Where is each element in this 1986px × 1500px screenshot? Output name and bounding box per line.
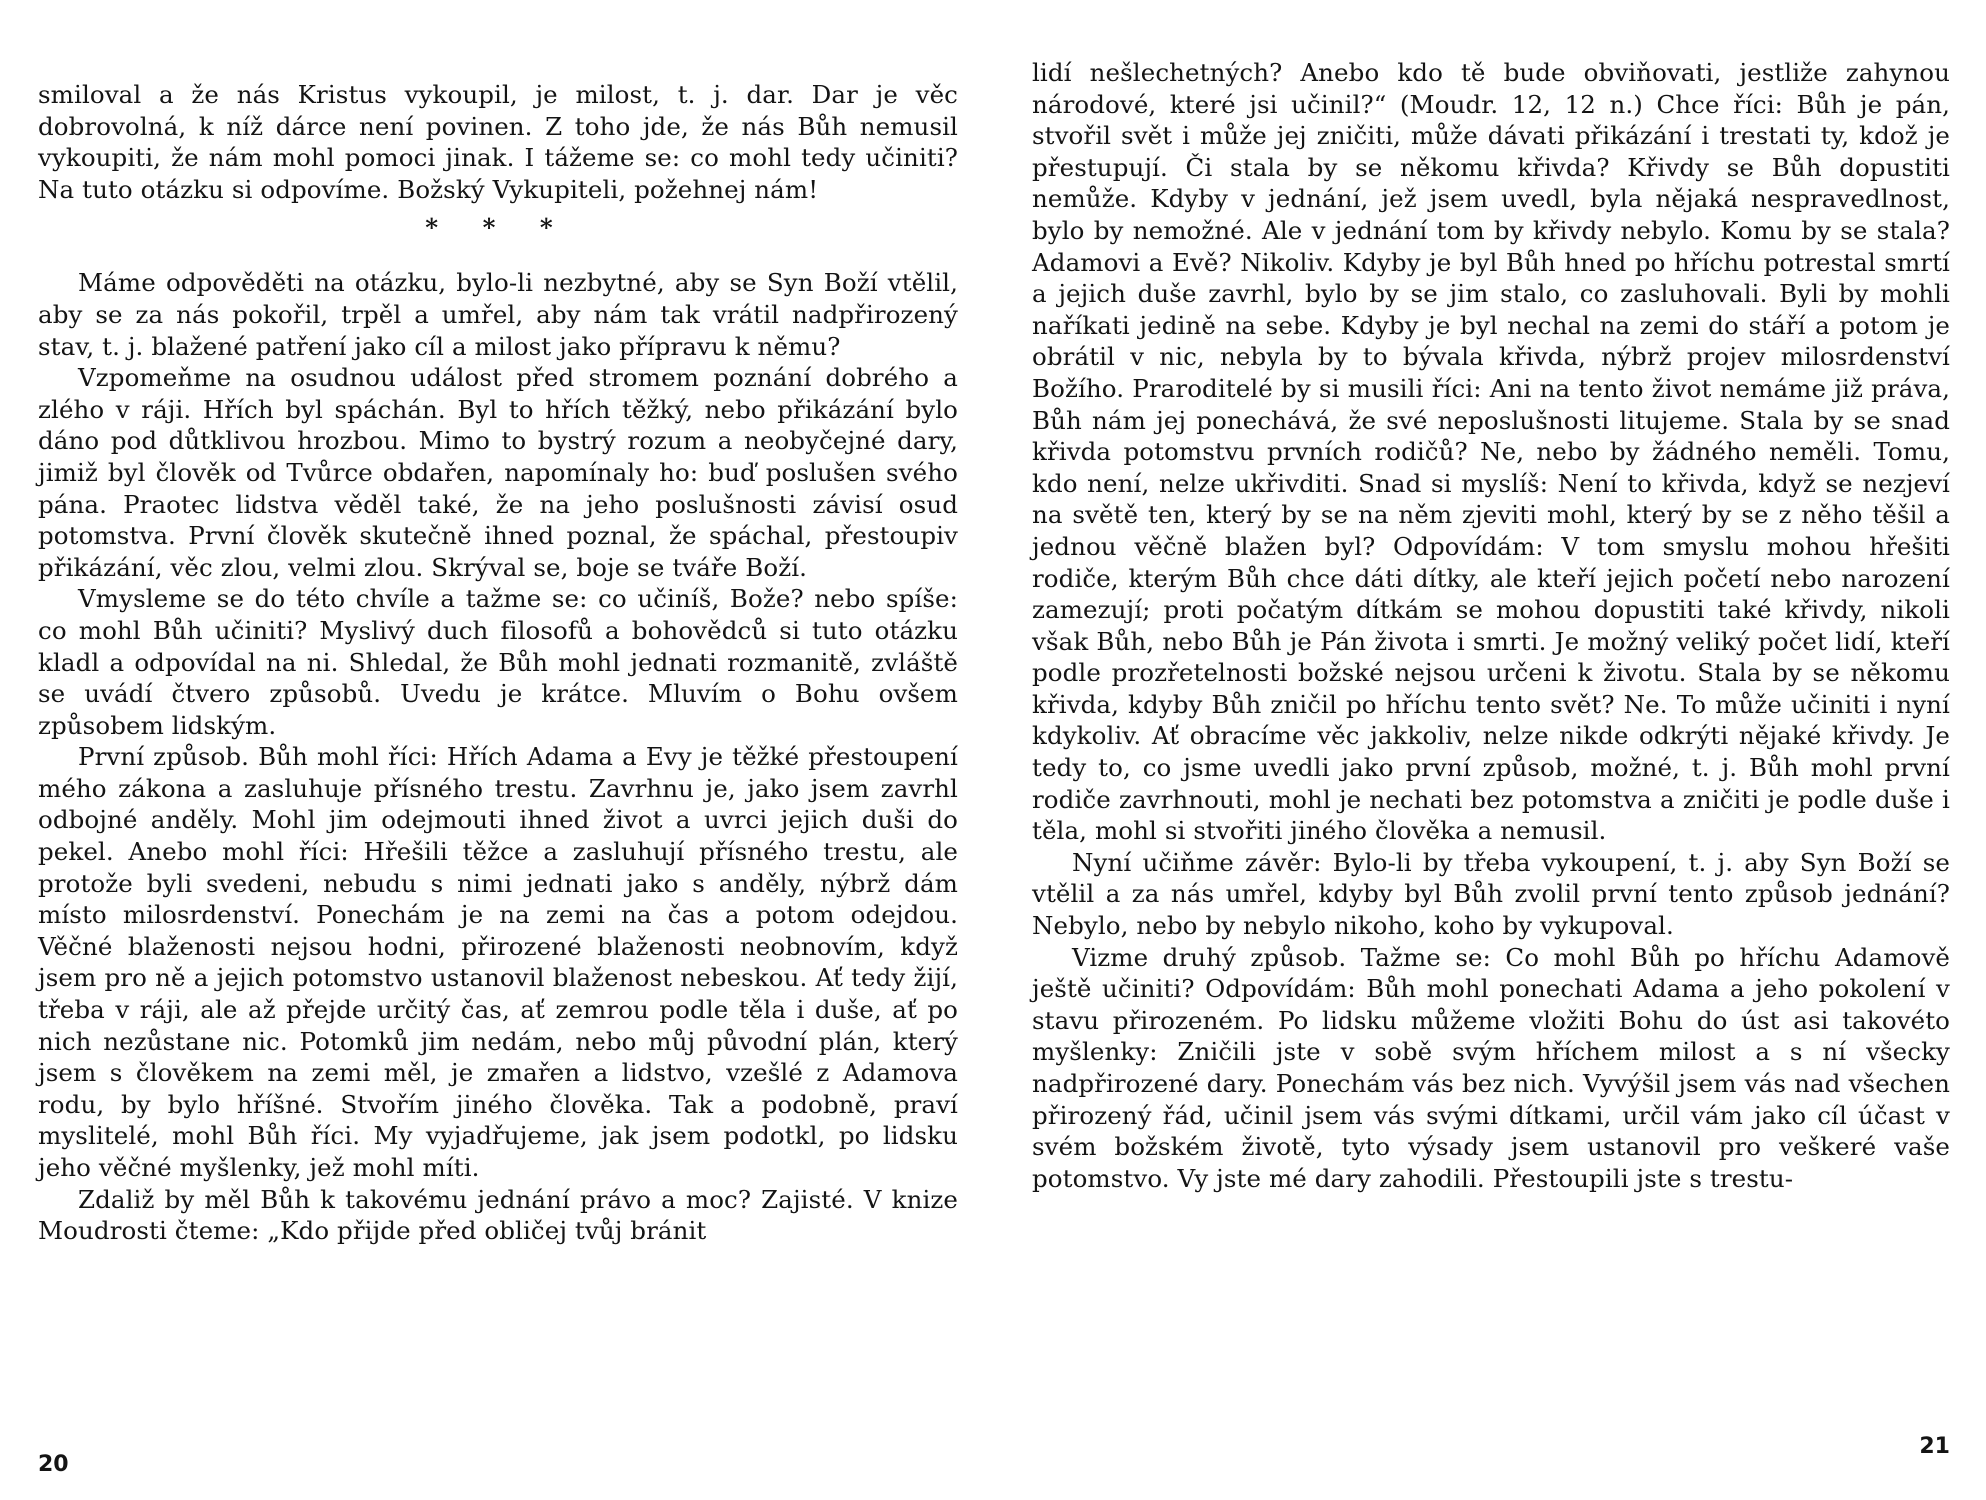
paragraph: Máme odpověděti na otázku, bylo-li nezbytné, aby se Syn Boží vtělil, aby se za nás pokořil, trpěl a umřel, aby nám tak vrátil nadpřirozený stav, t. j. blažené patření jako cíl a milost jako přípravu k němu?: [38, 268, 958, 361]
right-text-column: [1032, 57, 1950, 1194]
paragraph: První způsob. Bůh mohl říci: Hřích Adama a Evy je těžké přestoupení mého zákona a zasluhuje přísného trestu. Zavrhnu je, jako jsem zavrhl odbojné anděly. Mohl jim odejmouti ihned život a uvrci jejich duši do pekel. Anebo mohl říci: Hřešili těžce a zasluhují přísného trestu, ale protože byli svedeni, nebudu s nimi jednati jako s anděly, nýbrž dám místo milosrdenství. Ponechám je na zemi na čas a potom odejdou. Věčné blaženosti nejsou hodni, přirozené blaženosti neobnovím, když jsem pro ně a jejich potomstvo ustanovil blaženost nebeskou. Ať tedy žijí, třeba v ráji, ale až přejde určitý čas, ať zemrou podle těla i duše, ať po nich nezůstane nic. Potomků jim nedám, nebo můj původní plán, který jsem s člověkem na zemi měl, je zmařen a lidstvo, vzešlé z Adamova rodu, by bylo hříšné. Stvořím jiného člověka. Tak a podobně, praví myslitelé, mohl Bůh říci. My vyjadřujeme, jak jsem podotkl, po lidsku jeho věčné myšlenky, jež mohl míti.: [38, 742, 958, 1182]
page-number: 21: [1919, 1434, 1950, 1459]
left-page: [38, 0, 958, 1500]
paragraph: smiloval a že nás Kristus vykoupil, je milost, t. j. dar. Dar je věc dobrovolná, k níž dárce není povinen. Z toho jde, že nás Bůh nemusil vykoupiti, že nám mohl pomoci jinak. I tážeme se: co mohl tedy učiniti? Na tuto otázku si odpovíme. Božský Vykupiteli, požehnej nám!: [38, 80, 958, 204]
paragraph: Vzpomeňme na osudnou událost před stromem poznání dobrého a zlého v ráji. Hřích byl spáchán. Byl to hřích těžký, nebo přikázání bylo dáno pod důtklivou hrozbou. Mimo to bystrý rozum a neobyčejné dary, jimiž byl člověk od Tvůrce obdařen, napomínaly ho: buď poslušen svého pána. Praotec lidstva věděl také, že na jeho poslušnosti závisí osud potomstva. První člověk skutečně ihned poznal, že spáchal, přestoupiv přikázání, věc zlou, velmi zlou. Skrýval se, boje se tváře Boží.: [38, 363, 958, 582]
page-number: 20: [38, 1452, 69, 1477]
paragraph: lidí nešlechetných? Anebo kdo tě bude obviňovati, jestliže zahynou národové, které jsi učinil?“ (Moudr. 12, 12 n.) Chce říci: Bůh je pán, stvořil svět i může jej zničiti, může dávati přikázání i trestati ty, kdož je přestupují. Či stala by se někomu křivda? Křivdy se Bůh dopustiti nemůže. Kdyby v jednání, jež jsem uvedl, byla nějaká nespravedlnost, bylo by nemožné. Ale v jednání tom by křivdy nebylo. Komu by se stala? Adamovi a Evě? Nikoliv. Kdyby je byl Bůh hned po hříchu potrestal smrtí a jejich duše zavrhl, bylo by se jim stalo, co zasluhovali. Byli by mohli naříkati jedině na sebe. Kdyby je byl nechal na zemi do stáří a potom je obrátil v nic, nebyla by to bývala křivda, nýbrž projev milosrdenství Božího. Praroditelé by si musili říci: Ani na tento život nemáme již práva, Bůh nám jej ponechává, že své neposlušnosti litujeme. Stala by se snad křivda potomstvu prvních rodičů? Ne, nebo by žádného neměli. Tomu, kdo není, nelze ukřivditi. Snad si myslíš: Není to křivda, když se nezjeví na světě ten, který by se na něm zjeviti mohl, který by se z něho těšil a jednou věčně blažen byl? Odpovídám: V tom smyslu mohou hřešiti rodiče, kterým Bůh chce dáti dítky, ale kteří jejich početí nebo narození zamezují; proti počatým dítkám se mohou dopustiti také křivdy, nikoli však Bůh, nebo Bůh je Pán života i smrti. Je možný veliký počet lidí, kteří podle prozřetelnosti božské nejsou určeni k životu. Stala by se někomu křivda, kdyby Bůh zničil po hříchu tento svět? Ne. To může učiniti i nyní kdykoliv. Ať obracíme věc jakkoliv, nelze nikde odkrýti nějaké křivdy. Je tedy to, co jsme uvedli jako první způsob, možné, t. j. Bůh mohl první rodiče zavrhnouti, mohl je nechati bez potomstva a zničiti je podle duše i těla, mohl si stvořiti jiného člověka a nemusil.: [1032, 58, 1950, 846]
paragraph: Nyní učiňme závěr: Bylo-li by třeba vykoupení, t. j. aby Syn Boží se vtělil a za nás umřel, kdyby byl Bůh zvolil první tento způsob jednání? Nebylo, nebo by nebylo nikoho, koho by vykupoval.: [1032, 847, 1950, 941]
left-text-column: [38, 79, 958, 1247]
paragraph: Zdaliž by měl Bůh k takovému jednání právo a moc? Zajisté. V knize Moudrosti čteme: „Kdo přijde před obličej tvůj bránit: [38, 1184, 958, 1246]
right-page: [1032, 0, 1950, 1500]
paragraph: Vmysleme se do této chvíle a tažme se: co učiníš, Bože? nebo spíše: co mohl Bůh učiniti? Myslivý duch filosofů a bohovědců si tuto otázku kladl a odpovídal na ni. Shledal, že Bůh mohl jednati rozmanitě, zvláště se uvádí čtvero způsobů. Uvedu je krátce. Mluvím o Bohu ovšem způsobem lidským.: [38, 584, 958, 740]
section-separator: * * *: [425, 213, 571, 243]
paragraph: Vizme druhý způsob. Tažme se: Co mohl Bůh po hříchu Adamově ještě učiniti? Odpovídám: Bůh mohl ponechati Adama a jeho pokolení v stavu přirozeném. Po lidsku můžeme vložiti Bohu do úst asi takovéto myšlenky: Zničili jste v sobě svým hříchem milost a s ní všecky nadpřirozené dary. Ponechám vás bez nich. Vyvýšil jsem vás nad všechen přirozený řád, učinil jsem vás svými dítkami, určil vám jako cíl účast v svém božském životě, tyto výsady jsem ustanovil pro veškeré vaše potomstvo. Vy jste mé dary zahodili. Přestoupili jste s trestu-: [1032, 942, 1950, 1193]
